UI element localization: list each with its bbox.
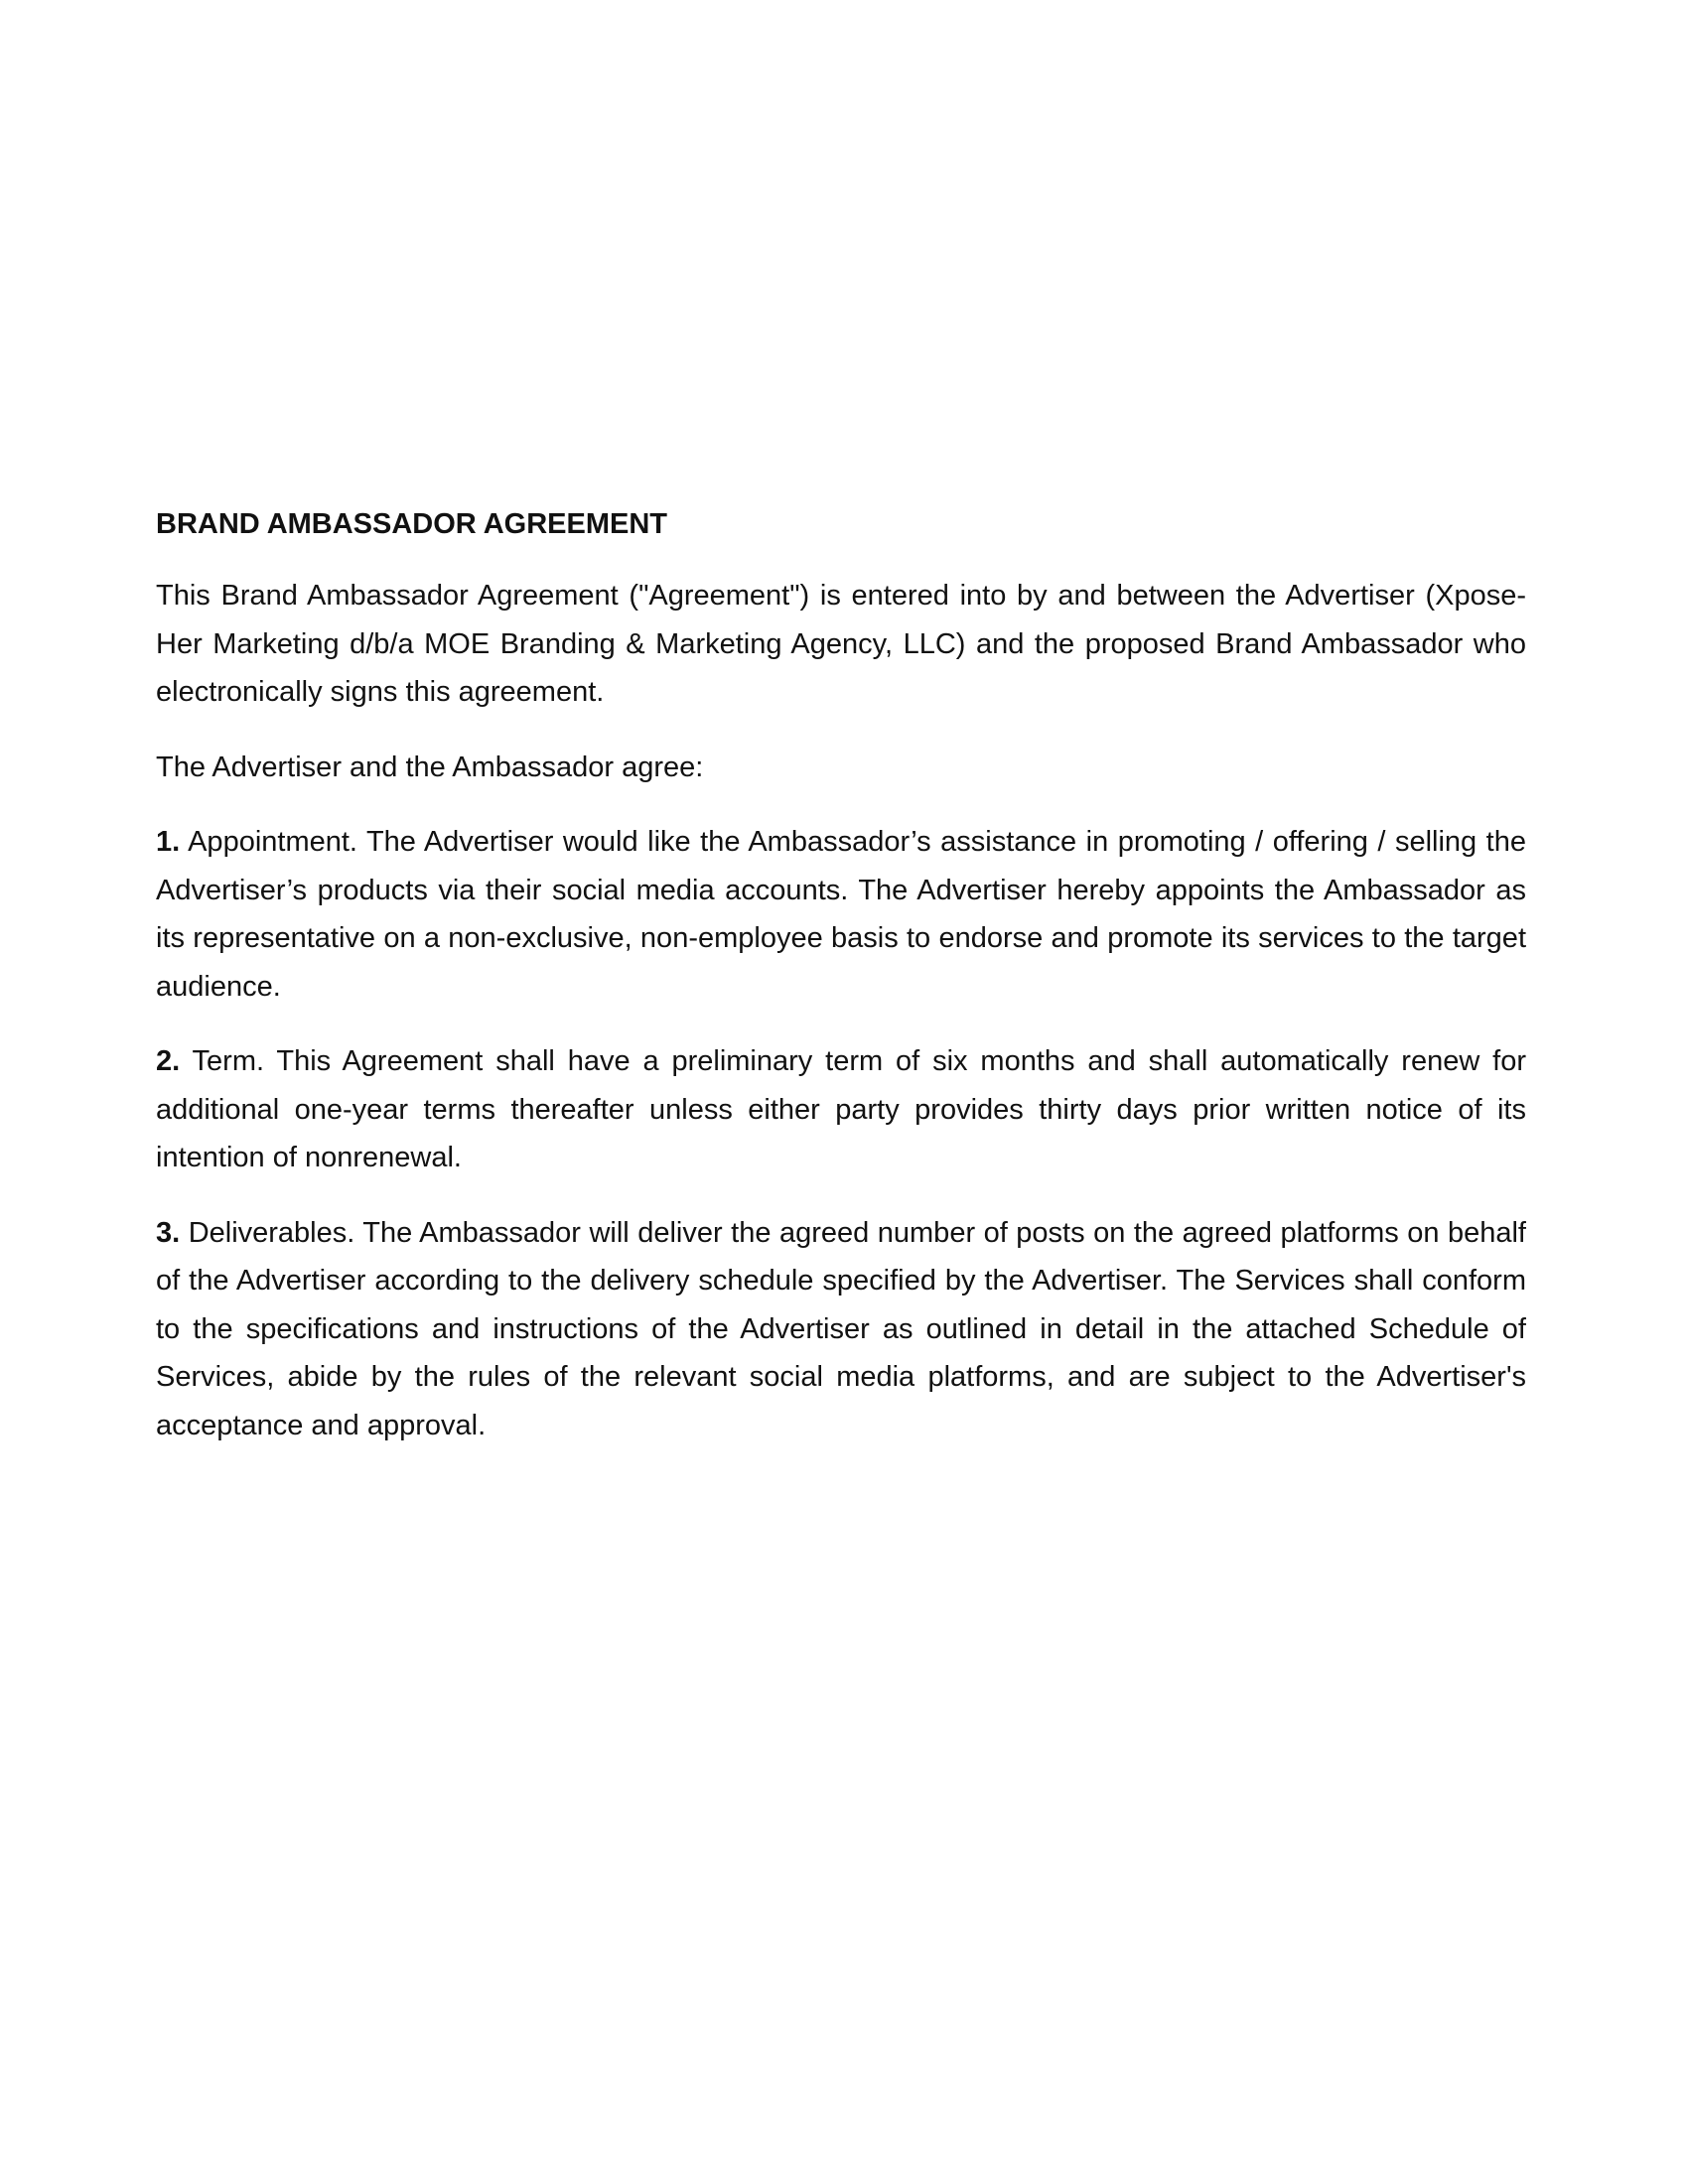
document-page [156, 504, 1526, 1476]
clause-text: Term. This Agreement shall have a preliminary term of six months and shall automatically renew for additional one-year terms thereafter unless either party provides thirty days prior written notice of its intention of nonrenewal. [156, 1045, 1526, 1173]
document-title: BRAND AMBASSADOR AGREEMENT [156, 508, 668, 540]
clause-text: Deliverables. The Ambassador will deliver the agreed number of posts on the agreed platforms on behalf of the Advertiser according to the delivery schedule specified by the Advertiser. The Services shall conform to the specifications and instructions of the Advertiser as outlined in detail in the attached Schedule of Services, abide by the rules of the relevant social media platforms, and are subject to the Advertiser's acceptance and approval. [156, 1216, 1526, 1441]
clause-number: 2. [156, 1045, 181, 1077]
clause-number: 3. [156, 1216, 181, 1249]
preamble-paragraph: The Advertiser and the Ambassador agree: [156, 751, 704, 783]
clause-number: 1. [156, 826, 181, 858]
clause-text: Appointment. The Advertiser would like the Ambassador’s assistance in promoting / offering / selling the Advertiser’s products via their social media accounts. The Advertiser hereby appoints the Ambassador as its representative on a non-exclusive, non-employee basis to endorse and promote its services to the target audience. [156, 826, 1526, 1003]
intro-paragraph: This Brand Ambassador Agreement ("Agreement") is entered into by and between the Advertiser (Xpose-Her Marketing d/b/a MOE Branding & Marketing Agency, LLC) and the proposed Brand Ambassador who electronically signs this agreement. [156, 580, 1526, 708]
clause-deliverables [156, 1209, 1526, 1450]
clause-appointment [156, 818, 1526, 1011]
clause-term [156, 1037, 1526, 1182]
